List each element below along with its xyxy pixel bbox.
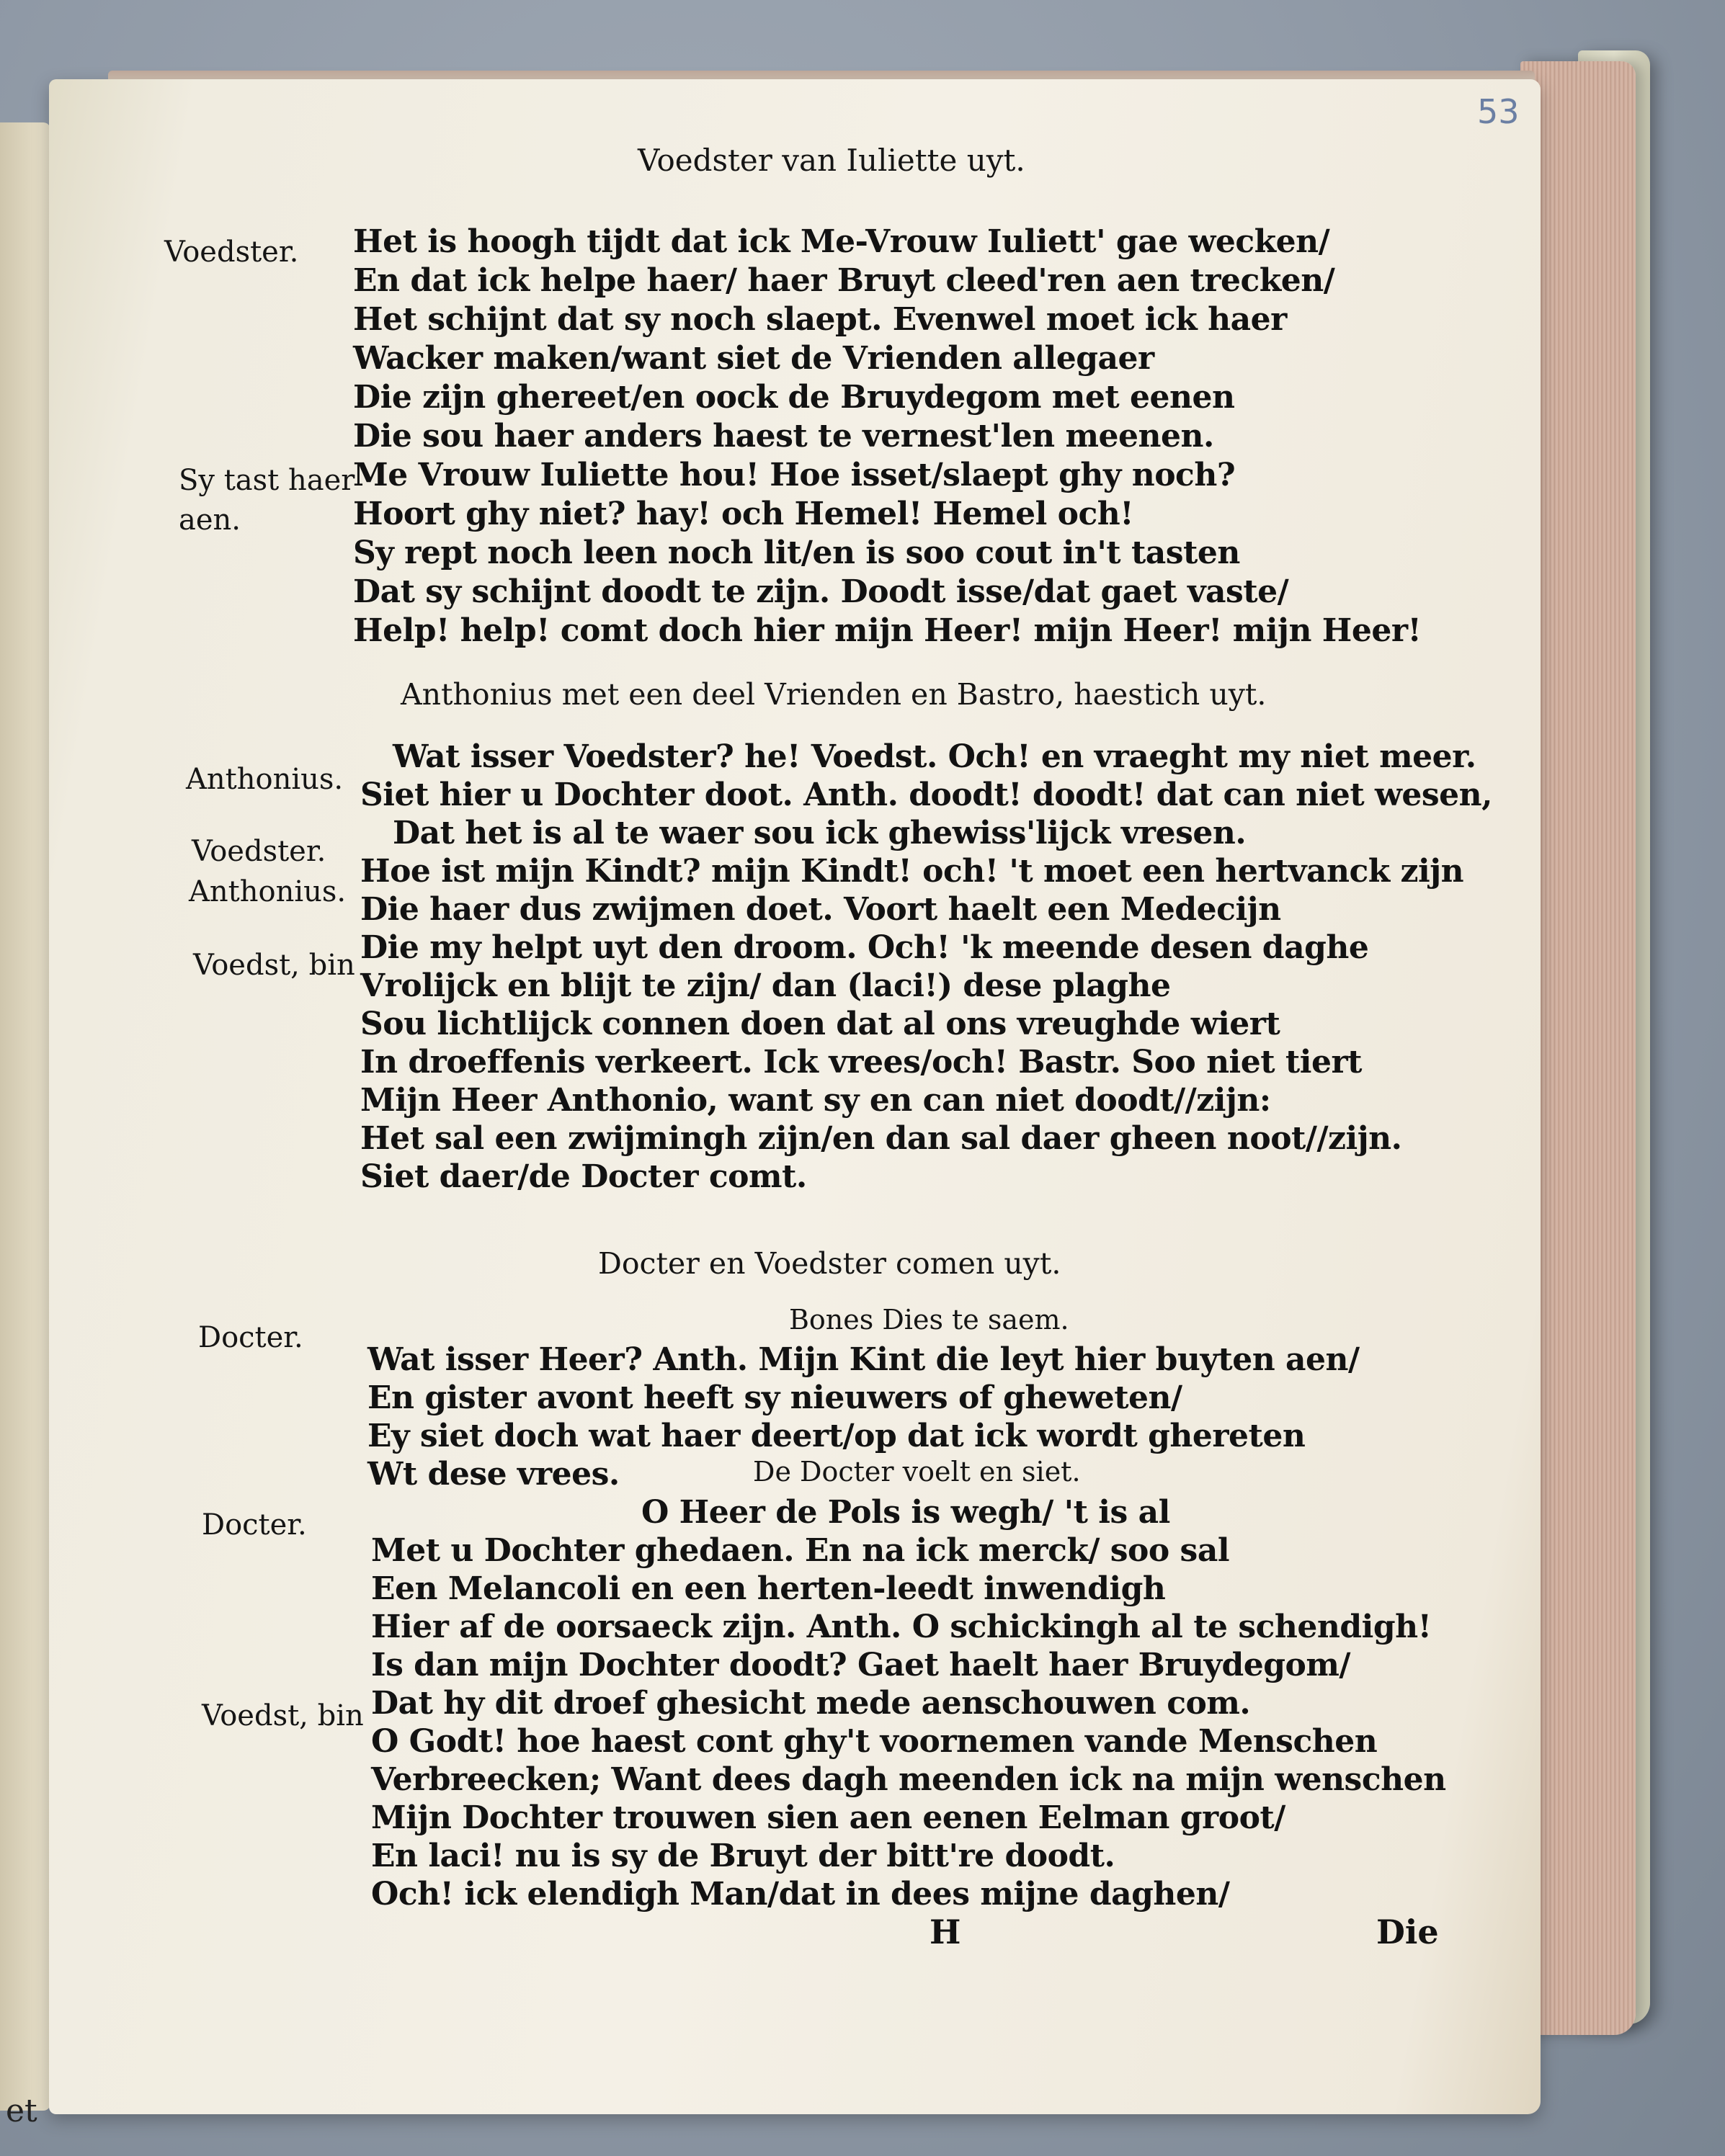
verse-line: Sou lichtlijck connen doen dat al ons vreughde wiert — [360, 1006, 1280, 1042]
verse-line: O Heer de Pols is wegh/ 't is al — [641, 1494, 1170, 1531]
verse-line: O Godt! hoe haest cont ghy't voornemen vande Menschen — [371, 1723, 1378, 1760]
speaker-label: Anthonius. — [186, 763, 344, 796]
stage-direction: Bones Dies te saem. — [789, 1304, 1069, 1336]
verse-line: Een Melancoli en een herten-leedt inwendigh — [371, 1570, 1166, 1607]
speaker-label: Voedster. — [192, 835, 326, 868]
speaker-label: Anthonius. — [189, 875, 347, 908]
catchword: Die — [1376, 1913, 1439, 1951]
verse-line: Het sal een zwijmingh zijn/en dan sal daer gheen noot//zijn. — [360, 1120, 1402, 1157]
heading-anthonius: Anthonius met een deel Vrienden en Bastro, haestich uyt. — [401, 677, 1267, 712]
verse-line: Het is hoogh tijdt dat ick Me-Vrouw Iuliett' gae wecken/ — [353, 223, 1330, 260]
stage-direction: De Docter voelt en siet. — [753, 1456, 1081, 1488]
speaker-label: Docter. — [202, 1508, 307, 1542]
verse-line: En laci! nu is sy de Bruyt der bitt're doodt. — [371, 1838, 1115, 1874]
heading-docter: Docter en Voedster comen uyt. — [598, 1246, 1061, 1281]
verse-line: Ey siet doch wat haer deert/op dat ick wordt ghereten — [367, 1418, 1306, 1454]
verse-line: Vrolijck en blijt te zijn/ dan (laci!) dese plaghe — [360, 967, 1171, 1004]
speaker-label: Voedster. — [164, 236, 299, 269]
verse-line: Me Vrouw Iuliette hou! Hoe isset/slaept ghy noch? — [353, 457, 1236, 493]
verse-line: Mijn Dochter trouwen sien aen eenen Eelman groot/ — [371, 1799, 1285, 1836]
verse-line: Sy rept noch leen noch lit/en is soo cout in't tasten — [353, 534, 1240, 571]
verse-line: Die my helpt uyt den droom. Och! 'k meende desen daghe — [360, 929, 1369, 966]
signature-mark: H — [930, 1913, 961, 1951]
stage-direction-margin: Sy tast haer — [179, 464, 355, 497]
verse-line: Het schijnt dat sy noch slaept. Evenwel moet ick haer — [353, 301, 1287, 338]
verse-line: Help! help! comt doch hier mijn Heer! mijn Heer! mijn Heer! — [353, 612, 1422, 649]
speaker-label: Voedst, bin — [202, 1699, 364, 1732]
verse-line: Hier af de oorsaeck zijn. Anth. O schickingh al te schendigh! — [371, 1609, 1432, 1645]
verse-line: Wacker maken/want siet de Vrienden allegaer — [353, 340, 1154, 377]
verse-line: Die haer dus zwijmen doet. Voort haelt een Medecijn — [360, 891, 1281, 928]
folio-number: 53 — [1477, 92, 1520, 131]
verse-line: Siet hier u Dochter doot. Anth. doodt! doodt! dat can niet wesen, — [360, 777, 1492, 813]
verse-line: En gister avont heeft sy nieuwers of gheweten/ — [367, 1379, 1182, 1416]
heading-voedster: Voedster van Iuliette uyt. — [638, 143, 1025, 178]
verse-line: Wt dese vrees. — [367, 1456, 620, 1493]
verse-line: Hoort ghy niet? hay! och Hemel! Hemel och! — [353, 496, 1134, 532]
verse-line: Is dan mijn Dochter doodt? Gaet haelt haer Bruydegom/ — [371, 1647, 1351, 1683]
speaker-label: Docter. — [198, 1321, 303, 1354]
verse-line: Mijn Heer Anthonio, want sy en can niet doodt//zijn: — [360, 1082, 1271, 1119]
verse-line: Hoe ist mijn Kindt? mijn Kindt! och! 't moet een hertvanck zijn — [360, 853, 1464, 890]
verse-line: Wat isser Voedster? he! Voedst. Och! en vraeght my niet meer. — [393, 738, 1476, 775]
verse-line: Verbreecken; Want dees dagh meenden ick na mijn wenschen — [371, 1761, 1446, 1798]
verse-line: Dat sy schijnt doodt te zijn. Doodt isse/dat gaet vaste/ — [353, 573, 1289, 610]
speaker-label: Voedst, bin — [193, 949, 355, 982]
stage-direction-margin: aen. — [179, 504, 241, 537]
verse-line: Och! ick elendigh Man/dat in dees mijne daghen/ — [371, 1876, 1230, 1913]
left-page-fragment: et — [6, 2093, 37, 2129]
verse-line: Wat isser Heer? Anth. Mijn Kint die leyt hier buyten aen/ — [367, 1341, 1360, 1378]
verse-line: Die sou haer anders haest te vernest'len meenen. — [353, 418, 1214, 455]
left-page-edge — [0, 122, 50, 2129]
verse-line: En dat ick helpe haer/ haer Bruyt cleed'ren aen trecken/ — [353, 262, 1335, 299]
verse-line: Dat hy dit droef ghesicht mede aenschouwen com. — [371, 1685, 1251, 1722]
verse-line: In droeffenis verkeert. Ick vrees/och! Bastr. Soo niet tiert — [360, 1044, 1362, 1081]
verse-line: Die zijn ghereet/en oock de Bruydegom met eenen — [353, 379, 1235, 416]
verse-line: Met u Dochter ghedaen. En na ick merck/ soo sal — [371, 1532, 1230, 1569]
verse-line: Siet daer/de Docter comt. — [360, 1158, 807, 1195]
verse-line: Dat het is al te waer sou ick ghewiss'lijck vresen. — [393, 815, 1247, 851]
